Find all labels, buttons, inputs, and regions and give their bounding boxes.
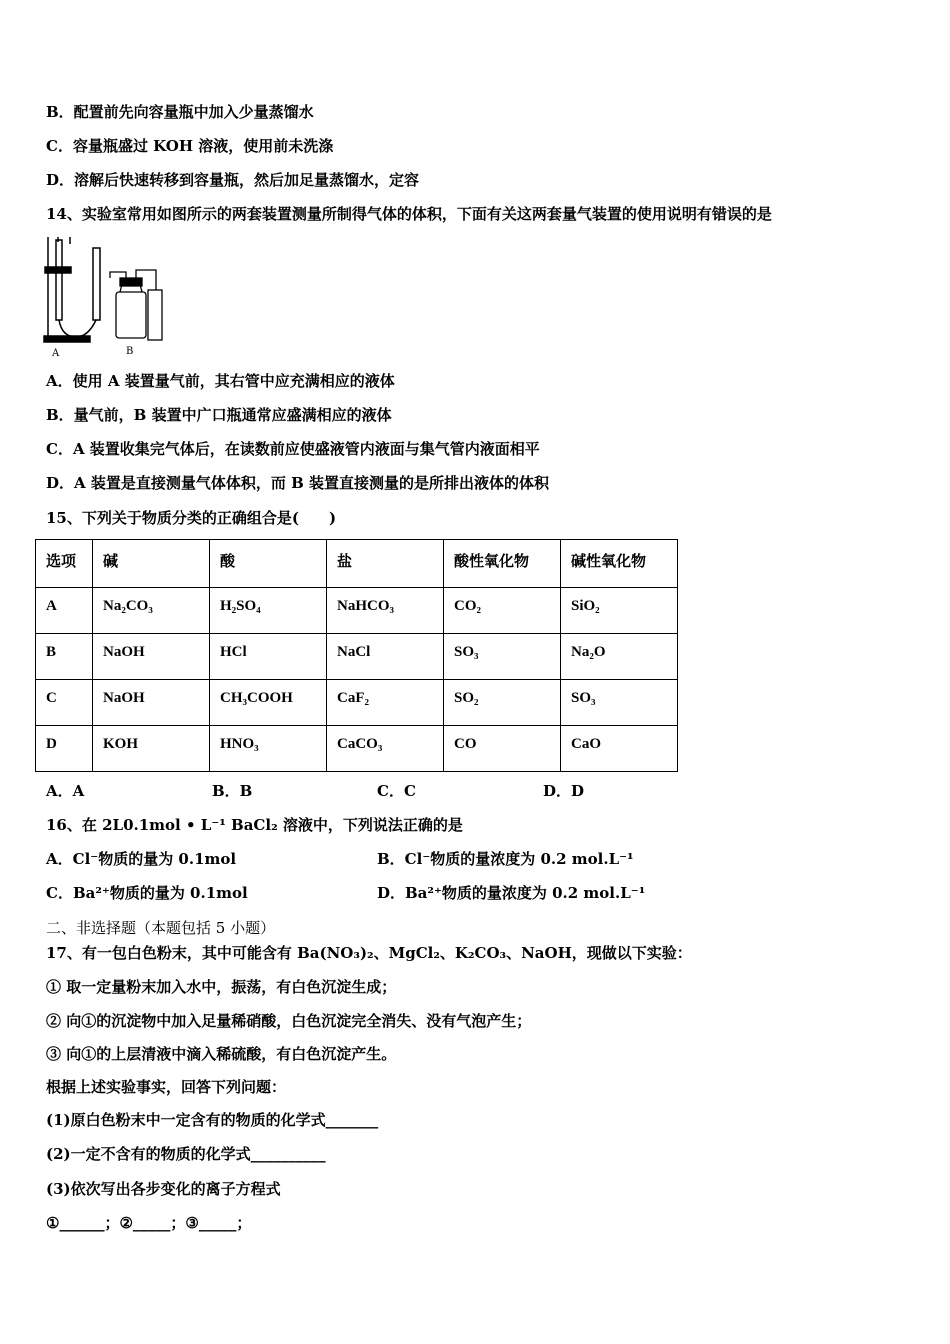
- q16-option-a: A．Cl⁻物质的量为 0.1mol: [46, 850, 237, 868]
- q17-step-2: ② 向①的沉淀物中加入足量稀硝酸，白色沉淀完全消失、没有气泡产生；: [46, 1012, 532, 1030]
- q15-option-c: C．C: [377, 782, 416, 800]
- table-cell: SO₃: [561, 680, 678, 726]
- table-cell: A: [36, 588, 93, 634]
- table-cell: NaOH: [93, 680, 210, 726]
- table-cell: H₂SO₄: [210, 588, 327, 634]
- table-cell: NaOH: [93, 634, 210, 680]
- table-cell: KOH: [93, 726, 210, 772]
- q16-option-c: C．Ba²⁺物质的量为 0.1mol: [46, 884, 248, 902]
- table-cell: CaCO₃: [327, 726, 444, 772]
- table-row: [36, 680, 678, 726]
- figure-label-a: A: [52, 348, 60, 359]
- q13-option-c: C．容量瓶盛过 KOH 溶液，使用前未洗涤: [46, 137, 334, 155]
- q13-option-b: B．配置前先向容量瓶中加入少量蒸馏水: [46, 103, 314, 121]
- q17-prompt: 根据上述实验事实，回答下列问题：: [46, 1078, 287, 1096]
- table-header: 碱: [93, 540, 210, 588]
- q16-option-b: B．Cl⁻物质的量浓度为 0.2 mol.L⁻¹: [377, 850, 634, 868]
- table-header: 酸性氧化物: [444, 540, 561, 588]
- classification-table: [35, 539, 678, 772]
- table-cell: CaO: [561, 726, 678, 772]
- table-cell: Na₂O: [561, 634, 678, 680]
- table-row: [36, 588, 678, 634]
- table-cell: SO₂: [444, 680, 561, 726]
- q15-option-b: B．B: [212, 782, 253, 800]
- table-header: 酸: [210, 540, 327, 588]
- q16-option-d: D．Ba²⁺物质的量浓度为 0.2 mol.L⁻¹: [377, 884, 646, 902]
- table-header: 盐: [327, 540, 444, 588]
- table-cell: NaCl: [327, 634, 444, 680]
- table-row: [36, 634, 678, 680]
- q14-option-a: A．使用 A 装置量气前，其右管中应充满相应的液体: [46, 372, 395, 390]
- q14-stem: 14、实验室常用如图所示的两套装置测量所制得气体的体积，下面有关这两套量气装置的使用说明有错误的是: [46, 205, 772, 223]
- table-cell: B: [36, 634, 93, 680]
- apparatus-a: [44, 237, 100, 342]
- table-row: [36, 726, 678, 772]
- table-cell: NaHCO₃: [327, 588, 444, 634]
- table-header: 碱性氧化物: [561, 540, 678, 588]
- q15-stem: 15、下列关于物质分类的正确组合是( ): [46, 509, 337, 527]
- q15-option-a: A．A: [46, 782, 85, 800]
- q13-option-d: D．溶解后快速转移到容量瓶，然后加足量蒸馏水，定容: [46, 171, 420, 189]
- q16-stem: 16、在 2L0.1mol • L⁻¹ BaCl₂ 溶液中，下列说法正确的是: [46, 816, 463, 834]
- table-cell: HCl: [210, 634, 327, 680]
- table-header: 选项: [36, 540, 93, 588]
- section-heading: 二、非选择题（本题包括 5 小题）: [46, 919, 276, 937]
- apparatus-b: [110, 270, 162, 340]
- table-cell: D: [36, 726, 93, 772]
- table-cell: SiO₂: [561, 588, 678, 634]
- table-cell: SO₃: [444, 634, 561, 680]
- q17-subquestion-3: (3)依次写出各步变化的离子方程式: [46, 1180, 281, 1198]
- table-header-row: [36, 540, 678, 588]
- q14-option-b: B．量气前，B 装置中广口瓶通常应盛满相应的液体: [46, 406, 392, 424]
- table-cell: CO: [444, 726, 561, 772]
- q14-option-c: C．A 装置收集完气体后，在读数前应使盛液管内液面与集气管内液面相平: [46, 440, 540, 458]
- table-cell: C: [36, 680, 93, 726]
- q17-stem: 17、有一包白色粉末，其中可能含有 Ba(NO₃)₂、MgCl₂、K₂CO₃、NaOH，现做以下实验：: [46, 944, 692, 962]
- table-cell: CaF₂: [327, 680, 444, 726]
- q17-subquestion-1: (1)原白色粉末中一定含有的物质的化学式_______: [46, 1111, 379, 1129]
- table-cell: CO₂: [444, 588, 561, 634]
- gas-measuring-apparatus-figure: [40, 232, 180, 362]
- q17-step-1: ① 取一定量粉末加入水中，振荡，有白色沉淀生成；: [46, 978, 397, 996]
- q17-step-3: ③ 向①的上层清液中滴入稀硫酸，有白色沉淀产生。: [46, 1045, 397, 1063]
- q17-answer-blanks: ①______；②_____；③_____；: [46, 1214, 252, 1232]
- q15-option-d: D．D: [543, 782, 585, 800]
- table-cell: Na₂CO₃: [93, 588, 210, 634]
- q17-subquestion-2: (2)一定不含有的物质的化学式__________: [46, 1145, 326, 1163]
- q14-option-d: D．A 装置是直接测量气体体积，而 B 装置直接测量的是所排出液体的体积: [46, 474, 549, 492]
- table-cell: HNO₃: [210, 726, 327, 772]
- table-cell: CH₃COOH: [210, 680, 327, 726]
- figure-label-b: B: [126, 346, 134, 357]
